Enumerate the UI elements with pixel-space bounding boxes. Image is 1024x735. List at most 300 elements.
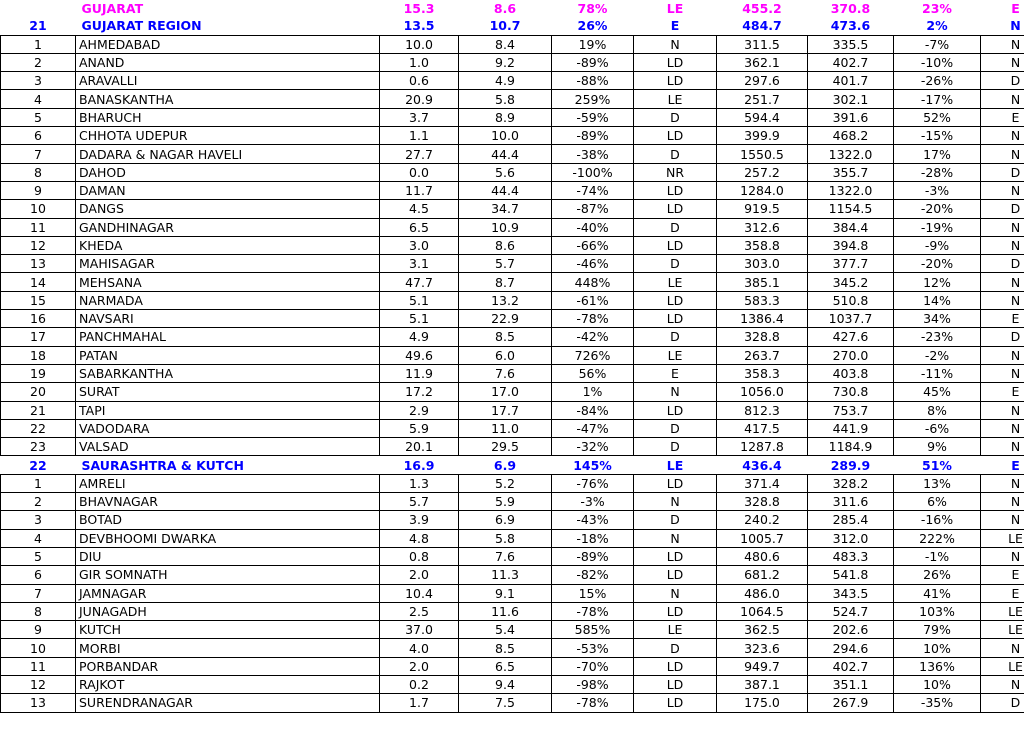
cumulative-actual-cell: 583.3 bbox=[717, 291, 808, 309]
weekly-departure-cell: -47% bbox=[552, 419, 634, 437]
district-row bbox=[1, 493, 1024, 511]
weekly-actual-cell: 4.5 bbox=[380, 200, 459, 218]
cumulative-category-cell: N bbox=[981, 236, 1024, 254]
district-name-cell: BHAVNAGAR bbox=[76, 493, 380, 511]
cumulative-category-cell: D bbox=[981, 255, 1024, 273]
cumulative-departure-cell: -11% bbox=[894, 364, 981, 382]
row-number-cell: 21 bbox=[1, 401, 76, 419]
weekly-departure-cell: -89% bbox=[552, 547, 634, 565]
cumulative-departure-cell: 2% bbox=[926, 18, 948, 34]
weekly-category-cell: NR bbox=[634, 163, 717, 181]
district-name-cell: DADARA & NAGAR HAVELI bbox=[76, 145, 380, 163]
district-name-cell: SURAT bbox=[76, 383, 380, 401]
weekly-actual-cell: 47.7 bbox=[380, 273, 459, 291]
cumulative-category-cell: D bbox=[981, 163, 1024, 181]
row-number-cell: 14 bbox=[1, 273, 76, 291]
cumulative-category-cell: N bbox=[981, 364, 1024, 382]
district-row bbox=[1, 364, 1024, 382]
weekly-normal-cell: 5.8 bbox=[459, 90, 552, 108]
weekly-actual-cell: 20.1 bbox=[380, 438, 459, 456]
weekly-departure-cell: -84% bbox=[552, 401, 634, 419]
weekly-departure-cell: -100% bbox=[552, 163, 634, 181]
district-row bbox=[1, 383, 1024, 401]
district-row bbox=[1, 273, 1024, 291]
cumulative-category-cell: E bbox=[981, 310, 1024, 328]
row-number-cell: 13 bbox=[1, 255, 76, 273]
weekly-departure-cell: 259% bbox=[552, 90, 634, 108]
row-number-cell: 10 bbox=[1, 639, 76, 657]
weekly-actual-cell: 20.9 bbox=[380, 90, 459, 108]
cumulative-category-cell: N bbox=[981, 90, 1024, 108]
weekly-normal-cell: 6.9 bbox=[459, 511, 552, 529]
cumulative-normal-cell: 345.2 bbox=[808, 273, 894, 291]
weekly-departure-cell: -89% bbox=[552, 127, 634, 145]
weekly-departure-cell: -59% bbox=[552, 108, 634, 126]
weekly-actual-cell: 5.9 bbox=[380, 419, 459, 437]
cumulative-normal-cell: 1322.0 bbox=[808, 181, 894, 199]
cumulative-actual-cell: 240.2 bbox=[717, 511, 808, 529]
weekly-departure-cell: -87% bbox=[552, 200, 634, 218]
cumulative-normal-cell: 402.7 bbox=[808, 657, 894, 675]
cumulative-departure-cell: 12% bbox=[894, 273, 981, 291]
weekly-category-cell: LD bbox=[634, 694, 717, 712]
cumulative-category-cell: N bbox=[981, 346, 1024, 364]
cumulative-departure-cell: -35% bbox=[894, 694, 981, 712]
cumulative-normal-cell: 270.0 bbox=[808, 346, 894, 364]
cumulative-actual-cell: 1386.4 bbox=[717, 310, 808, 328]
weekly-category-cell: D bbox=[634, 255, 717, 273]
weekly-actual-cell: 2.9 bbox=[380, 401, 459, 419]
district-row bbox=[1, 547, 1024, 565]
weekly-actual-cell: 2.0 bbox=[380, 566, 459, 584]
district-name-cell: MAHISAGAR bbox=[76, 255, 380, 273]
district-row bbox=[1, 566, 1024, 584]
weekly-category-cell: LD bbox=[634, 657, 717, 675]
cumulative-actual-cell: 594.4 bbox=[717, 108, 808, 126]
cumulative-departure-cell: 41% bbox=[894, 584, 981, 602]
district-name-cell: GUJARAT REGION bbox=[81, 18, 202, 34]
cumulative-actual-cell: 362.5 bbox=[717, 621, 808, 639]
cumulative-normal-cell: 468.2 bbox=[808, 127, 894, 145]
weekly-category-cell: LD bbox=[634, 547, 717, 565]
weekly-normal-cell: 6.5 bbox=[459, 657, 552, 675]
district-name-cell: TAPI bbox=[76, 401, 380, 419]
cumulative-normal-cell: 1322.0 bbox=[808, 145, 894, 163]
district-name-cell: GANDHINAGAR bbox=[76, 218, 380, 236]
weekly-normal-cell: 5.7 bbox=[459, 255, 552, 273]
row-number-cell: 5 bbox=[1, 108, 76, 126]
weekly-category-cell: LD bbox=[634, 236, 717, 254]
row-number-cell: 9 bbox=[1, 621, 76, 639]
weekly-actual-cell: 6.5 bbox=[380, 218, 459, 236]
cumulative-departure-cell: 34% bbox=[894, 310, 981, 328]
cumulative-departure-cell: -28% bbox=[894, 163, 981, 181]
cumulative-category-cell: N bbox=[981, 127, 1024, 145]
weekly-departure-cell: 726% bbox=[552, 346, 634, 364]
district-row bbox=[1, 529, 1024, 547]
cumulative-actual-cell: 358.8 bbox=[717, 236, 808, 254]
row-number-cell: 12 bbox=[1, 236, 76, 254]
cumulative-normal-cell: 289.9 bbox=[830, 457, 871, 473]
cumulative-category-cell: LE bbox=[981, 529, 1024, 547]
cumulative-actual-cell: 323.6 bbox=[717, 639, 808, 657]
weekly-normal-cell: 9.4 bbox=[459, 675, 552, 693]
cumulative-actual-cell: 251.7 bbox=[717, 90, 808, 108]
weekly-normal-cell: 8.6 bbox=[459, 236, 552, 254]
weekly-departure-cell: 145% bbox=[573, 457, 612, 473]
district-name-cell: VADODARA bbox=[76, 419, 380, 437]
cumulative-category-cell: LE bbox=[981, 621, 1024, 639]
weekly-actual-cell: 16.9 bbox=[403, 457, 435, 473]
row-number-cell: 8 bbox=[1, 163, 76, 181]
cumulative-normal-cell: 328.2 bbox=[808, 474, 894, 492]
district-name-cell: ANAND bbox=[76, 53, 380, 71]
cumulative-category-cell: N bbox=[981, 419, 1024, 437]
cumulative-category-cell: D bbox=[981, 694, 1024, 712]
cumulative-normal-cell: 524.7 bbox=[808, 602, 894, 620]
row-number-cell: 23 bbox=[1, 438, 76, 456]
district-row bbox=[1, 511, 1024, 529]
cumulative-actual-cell: 455.2 bbox=[742, 1, 782, 17]
cumulative-category-cell: E bbox=[981, 584, 1024, 602]
weekly-normal-cell: 5.9 bbox=[459, 493, 552, 511]
district-name-cell: SABARKANTHA bbox=[76, 364, 380, 382]
weekly-category-cell: LD bbox=[634, 53, 717, 71]
district-name-cell: DEVBHOOMI DWARKA bbox=[76, 529, 380, 547]
weekly-departure-cell: -46% bbox=[552, 255, 634, 273]
weekly-actual-cell: 10.0 bbox=[380, 35, 459, 53]
weekly-category-cell: LD bbox=[634, 181, 717, 199]
row-number-cell bbox=[1, 0, 76, 17]
district-name-cell: MEHSANA bbox=[76, 273, 380, 291]
cumulative-departure-cell: 10% bbox=[894, 675, 981, 693]
weekly-normal-cell: 6.9 bbox=[493, 457, 517, 473]
weekly-actual-cell: 5.7 bbox=[380, 493, 459, 511]
cumulative-normal-cell: 427.6 bbox=[808, 328, 894, 346]
weekly-actual-cell: 0.2 bbox=[380, 675, 459, 693]
weekly-actual-cell: 1.7 bbox=[380, 694, 459, 712]
district-name-cell: BOTAD bbox=[76, 511, 380, 529]
cumulative-actual-cell: 311.5 bbox=[717, 35, 808, 53]
district-row bbox=[1, 401, 1024, 419]
district-name-cell: JUNAGADH bbox=[76, 602, 380, 620]
cumulative-normal-cell: 1184.9 bbox=[808, 438, 894, 456]
cumulative-actual-cell: 812.3 bbox=[717, 401, 808, 419]
weekly-departure-cell: -78% bbox=[552, 310, 634, 328]
weekly-category-cell: LE bbox=[666, 1, 684, 17]
cumulative-category-cell: N bbox=[981, 53, 1024, 71]
weekly-actual-cell: 4.0 bbox=[380, 639, 459, 657]
weekly-normal-cell: 17.7 bbox=[459, 401, 552, 419]
cumulative-departure-cell: 103% bbox=[894, 602, 981, 620]
district-name-cell: PANCHMAHAL bbox=[76, 328, 380, 346]
cumulative-category-cell: N bbox=[981, 273, 1024, 291]
weekly-normal-cell: 29.5 bbox=[459, 438, 552, 456]
cumulative-normal-cell: 394.8 bbox=[808, 236, 894, 254]
row-number-cell: 3 bbox=[1, 72, 76, 90]
weekly-normal-cell: 10.7 bbox=[489, 18, 521, 34]
weekly-normal-cell: 6.0 bbox=[459, 346, 552, 364]
weekly-normal-cell: 8.4 bbox=[459, 35, 552, 53]
weekly-actual-cell: 15.3 bbox=[403, 1, 435, 17]
district-row bbox=[1, 72, 1024, 90]
weekly-category-cell: LD bbox=[634, 72, 717, 90]
district-row bbox=[1, 218, 1024, 236]
weekly-actual-cell: 11.7 bbox=[380, 181, 459, 199]
district-name-cell: BANASKANTHA bbox=[76, 90, 380, 108]
row-number-cell: 18 bbox=[1, 346, 76, 364]
weekly-category-cell: LD bbox=[634, 566, 717, 584]
row-number-cell: 16 bbox=[1, 310, 76, 328]
cumulative-actual-cell: 257.2 bbox=[717, 163, 808, 181]
cumulative-normal-cell: 541.8 bbox=[808, 566, 894, 584]
cumulative-actual-cell: 919.5 bbox=[717, 200, 808, 218]
weekly-actual-cell: 4.9 bbox=[380, 328, 459, 346]
weekly-normal-cell: 11.3 bbox=[459, 566, 552, 584]
weekly-category-cell: LE bbox=[634, 621, 717, 639]
row-number-cell: 11 bbox=[1, 218, 76, 236]
cumulative-actual-cell: 486.0 bbox=[717, 584, 808, 602]
row-number-cell: 8 bbox=[1, 602, 76, 620]
cumulative-actual-cell: 358.3 bbox=[717, 364, 808, 382]
district-name-cell: JAMNAGAR bbox=[76, 584, 380, 602]
district-row bbox=[1, 35, 1024, 53]
cumulative-category-cell: D bbox=[981, 200, 1024, 218]
weekly-departure-cell: -70% bbox=[552, 657, 634, 675]
weekly-actual-cell: 3.7 bbox=[380, 108, 459, 126]
cumulative-departure-cell: 9% bbox=[894, 438, 981, 456]
weekly-category-cell: N bbox=[634, 529, 717, 547]
cumulative-departure-cell: -16% bbox=[894, 511, 981, 529]
weekly-category-cell: D bbox=[634, 639, 717, 657]
cumulative-normal-cell: 312.0 bbox=[808, 529, 894, 547]
weekly-normal-cell: 4.9 bbox=[459, 72, 552, 90]
row-number-cell: 17 bbox=[1, 328, 76, 346]
district-row bbox=[1, 639, 1024, 657]
district-name-cell: AMRELI bbox=[76, 474, 380, 492]
cumulative-category-cell: LE bbox=[981, 602, 1024, 620]
weekly-normal-cell: 7.5 bbox=[459, 694, 552, 712]
cumulative-normal-cell: 510.8 bbox=[808, 291, 894, 309]
weekly-category-cell: LD bbox=[634, 310, 717, 328]
cumulative-departure-cell: 26% bbox=[894, 566, 981, 584]
weekly-departure-cell: -32% bbox=[552, 438, 634, 456]
district-name-cell: NAVSARI bbox=[76, 310, 380, 328]
cumulative-departure-cell: 14% bbox=[894, 291, 981, 309]
district-row bbox=[1, 90, 1024, 108]
weekly-normal-cell: 44.4 bbox=[459, 145, 552, 163]
weekly-actual-cell: 2.0 bbox=[380, 657, 459, 675]
district-name-cell: DANGS bbox=[76, 200, 380, 218]
row-number-cell: 4 bbox=[1, 529, 76, 547]
district-name-cell: DAMAN bbox=[76, 181, 380, 199]
row-number-cell: 5 bbox=[1, 547, 76, 565]
weekly-departure-cell: -38% bbox=[552, 145, 634, 163]
cumulative-departure-cell: -26% bbox=[894, 72, 981, 90]
weekly-category-cell: N bbox=[634, 383, 717, 401]
cumulative-departure-cell: -3% bbox=[894, 181, 981, 199]
weekly-category-cell: D bbox=[634, 108, 717, 126]
weekly-actual-cell: 1.3 bbox=[380, 474, 459, 492]
row-number-cell: 3 bbox=[1, 511, 76, 529]
row-number-cell: 6 bbox=[1, 127, 76, 145]
weekly-category-cell: D bbox=[634, 419, 717, 437]
district-row bbox=[1, 53, 1024, 71]
cumulative-category-cell: N bbox=[981, 639, 1024, 657]
cumulative-actual-cell: 297.6 bbox=[717, 72, 808, 90]
weekly-actual-cell: 3.0 bbox=[380, 236, 459, 254]
weekly-category-cell: LD bbox=[634, 602, 717, 620]
cumulative-departure-cell: 13% bbox=[894, 474, 981, 492]
weekly-actual-cell: 5.1 bbox=[380, 291, 459, 309]
weekly-category-cell: D bbox=[634, 511, 717, 529]
weekly-category-cell: LD bbox=[634, 127, 717, 145]
cumulative-category-cell: N bbox=[981, 401, 1024, 419]
subdivision-row bbox=[1, 0, 1024, 17]
district-row bbox=[1, 602, 1024, 620]
weekly-category-cell: LD bbox=[634, 675, 717, 693]
row-number-cell: 7 bbox=[1, 145, 76, 163]
cumulative-departure-cell: -20% bbox=[894, 255, 981, 273]
cumulative-normal-cell: 267.9 bbox=[808, 694, 894, 712]
cumulative-normal-cell: 1037.7 bbox=[808, 310, 894, 328]
cumulative-category-cell: E bbox=[981, 383, 1024, 401]
district-row bbox=[1, 108, 1024, 126]
cumulative-category-cell: N bbox=[1010, 18, 1021, 34]
row-number-cell: 1 bbox=[1, 35, 76, 53]
weekly-category-cell: LD bbox=[634, 474, 717, 492]
district-row bbox=[1, 255, 1024, 273]
cumulative-departure-cell: 136% bbox=[894, 657, 981, 675]
weekly-actual-cell: 49.6 bbox=[380, 346, 459, 364]
cumulative-category-cell: N bbox=[981, 675, 1024, 693]
district-name-cell: BHARUCH bbox=[76, 108, 380, 126]
cumulative-departure-cell: 51% bbox=[922, 457, 952, 473]
weekly-normal-cell: 8.5 bbox=[459, 328, 552, 346]
weekly-departure-cell: -78% bbox=[552, 602, 634, 620]
row-number-cell: 9 bbox=[1, 181, 76, 199]
weekly-actual-cell: 0.0 bbox=[380, 163, 459, 181]
cumulative-actual-cell: 1064.5 bbox=[717, 602, 808, 620]
weekly-normal-cell: 44.4 bbox=[459, 181, 552, 199]
district-row bbox=[1, 291, 1024, 309]
cumulative-departure-cell: -9% bbox=[894, 236, 981, 254]
weekly-actual-cell: 2.5 bbox=[380, 602, 459, 620]
district-row bbox=[1, 145, 1024, 163]
cumulative-actual-cell: 1287.8 bbox=[717, 438, 808, 456]
cumulative-departure-cell: 17% bbox=[894, 145, 981, 163]
district-name-cell: RAJKOT bbox=[76, 675, 380, 693]
row-number-cell: 11 bbox=[1, 657, 76, 675]
cumulative-departure-cell: 79% bbox=[894, 621, 981, 639]
cumulative-actual-cell: 399.9 bbox=[717, 127, 808, 145]
district-name-cell: GUJARAT bbox=[81, 1, 144, 17]
weekly-departure-cell: -61% bbox=[552, 291, 634, 309]
weekly-departure-cell: 448% bbox=[552, 273, 634, 291]
district-row bbox=[1, 621, 1024, 639]
cumulative-normal-cell: 285.4 bbox=[808, 511, 894, 529]
weekly-departure-cell: 15% bbox=[552, 584, 634, 602]
cumulative-departure-cell: -17% bbox=[894, 90, 981, 108]
weekly-actual-cell: 3.9 bbox=[380, 511, 459, 529]
row-number-cell: 22 bbox=[1, 419, 76, 437]
cumulative-category-cell: N bbox=[981, 493, 1024, 511]
row-number-cell: 6 bbox=[1, 566, 76, 584]
district-name-cell: MORBI bbox=[76, 639, 380, 657]
cumulative-normal-cell: 343.5 bbox=[808, 584, 894, 602]
weekly-normal-cell: 8.5 bbox=[459, 639, 552, 657]
cumulative-actual-cell: 175.0 bbox=[717, 694, 808, 712]
cumulative-normal-cell: 294.6 bbox=[808, 639, 894, 657]
cumulative-normal-cell: 302.1 bbox=[808, 90, 894, 108]
district-name-cell: GIR SOMNATH bbox=[76, 566, 380, 584]
weekly-departure-cell: 585% bbox=[552, 621, 634, 639]
cumulative-actual-cell: 387.1 bbox=[717, 675, 808, 693]
weekly-actual-cell: 17.2 bbox=[380, 383, 459, 401]
weekly-departure-cell: 1% bbox=[552, 383, 634, 401]
weekly-departure-cell: -98% bbox=[552, 675, 634, 693]
district-row bbox=[1, 127, 1024, 145]
weekly-normal-cell: 8.7 bbox=[459, 273, 552, 291]
district-name-cell: NARMADA bbox=[76, 291, 380, 309]
district-row bbox=[1, 200, 1024, 218]
cumulative-departure-cell: 52% bbox=[894, 108, 981, 126]
weekly-actual-cell: 4.8 bbox=[380, 529, 459, 547]
cumulative-normal-cell: 403.8 bbox=[808, 364, 894, 382]
weekly-normal-cell: 34.7 bbox=[459, 200, 552, 218]
weekly-normal-cell: 9.2 bbox=[459, 53, 552, 71]
weekly-actual-cell: 1.1 bbox=[380, 127, 459, 145]
weekly-departure-cell: -42% bbox=[552, 328, 634, 346]
weekly-departure-cell: -18% bbox=[552, 529, 634, 547]
cumulative-departure-cell: 45% bbox=[894, 383, 981, 401]
district-row bbox=[1, 346, 1024, 364]
cumulative-normal-cell: 202.6 bbox=[808, 621, 894, 639]
cumulative-departure-cell: -15% bbox=[894, 127, 981, 145]
row-number-cell: 21 bbox=[29, 18, 47, 34]
district-row bbox=[1, 236, 1024, 254]
cumulative-departure-cell: 23% bbox=[922, 1, 952, 17]
row-number-cell: 20 bbox=[1, 383, 76, 401]
weekly-actual-cell: 11.9 bbox=[380, 364, 459, 382]
district-name-cell: CHHOTA UDEPUR bbox=[76, 127, 380, 145]
cumulative-category-cell: N bbox=[981, 218, 1024, 236]
row-number-cell: 4 bbox=[1, 90, 76, 108]
weekly-category-cell: N bbox=[634, 584, 717, 602]
cumulative-category-cell: N bbox=[981, 474, 1024, 492]
cumulative-departure-cell: 222% bbox=[894, 529, 981, 547]
cumulative-normal-cell: 402.7 bbox=[808, 53, 894, 71]
district-name-cell: SURENDRANAGAR bbox=[76, 694, 380, 712]
cumulative-category-cell: E bbox=[981, 566, 1024, 584]
weekly-actual-cell: 13.5 bbox=[403, 18, 435, 34]
cumulative-normal-cell: 351.1 bbox=[808, 675, 894, 693]
weekly-category-cell: N bbox=[634, 493, 717, 511]
weekly-normal-cell: 7.6 bbox=[459, 364, 552, 382]
cumulative-category-cell: E bbox=[1011, 1, 1020, 17]
weekly-departure-cell: -40% bbox=[552, 218, 634, 236]
weekly-actual-cell: 10.4 bbox=[380, 584, 459, 602]
cumulative-actual-cell: 328.8 bbox=[717, 493, 808, 511]
weekly-normal-cell: 8.9 bbox=[459, 108, 552, 126]
cumulative-departure-cell: -7% bbox=[894, 35, 981, 53]
cumulative-category-cell: N bbox=[981, 181, 1024, 199]
district-row bbox=[1, 694, 1024, 712]
weekly-normal-cell: 8.6 bbox=[493, 1, 517, 17]
cumulative-departure-cell: 6% bbox=[894, 493, 981, 511]
weekly-category-cell: LE bbox=[666, 457, 684, 473]
weekly-departure-cell: -43% bbox=[552, 511, 634, 529]
